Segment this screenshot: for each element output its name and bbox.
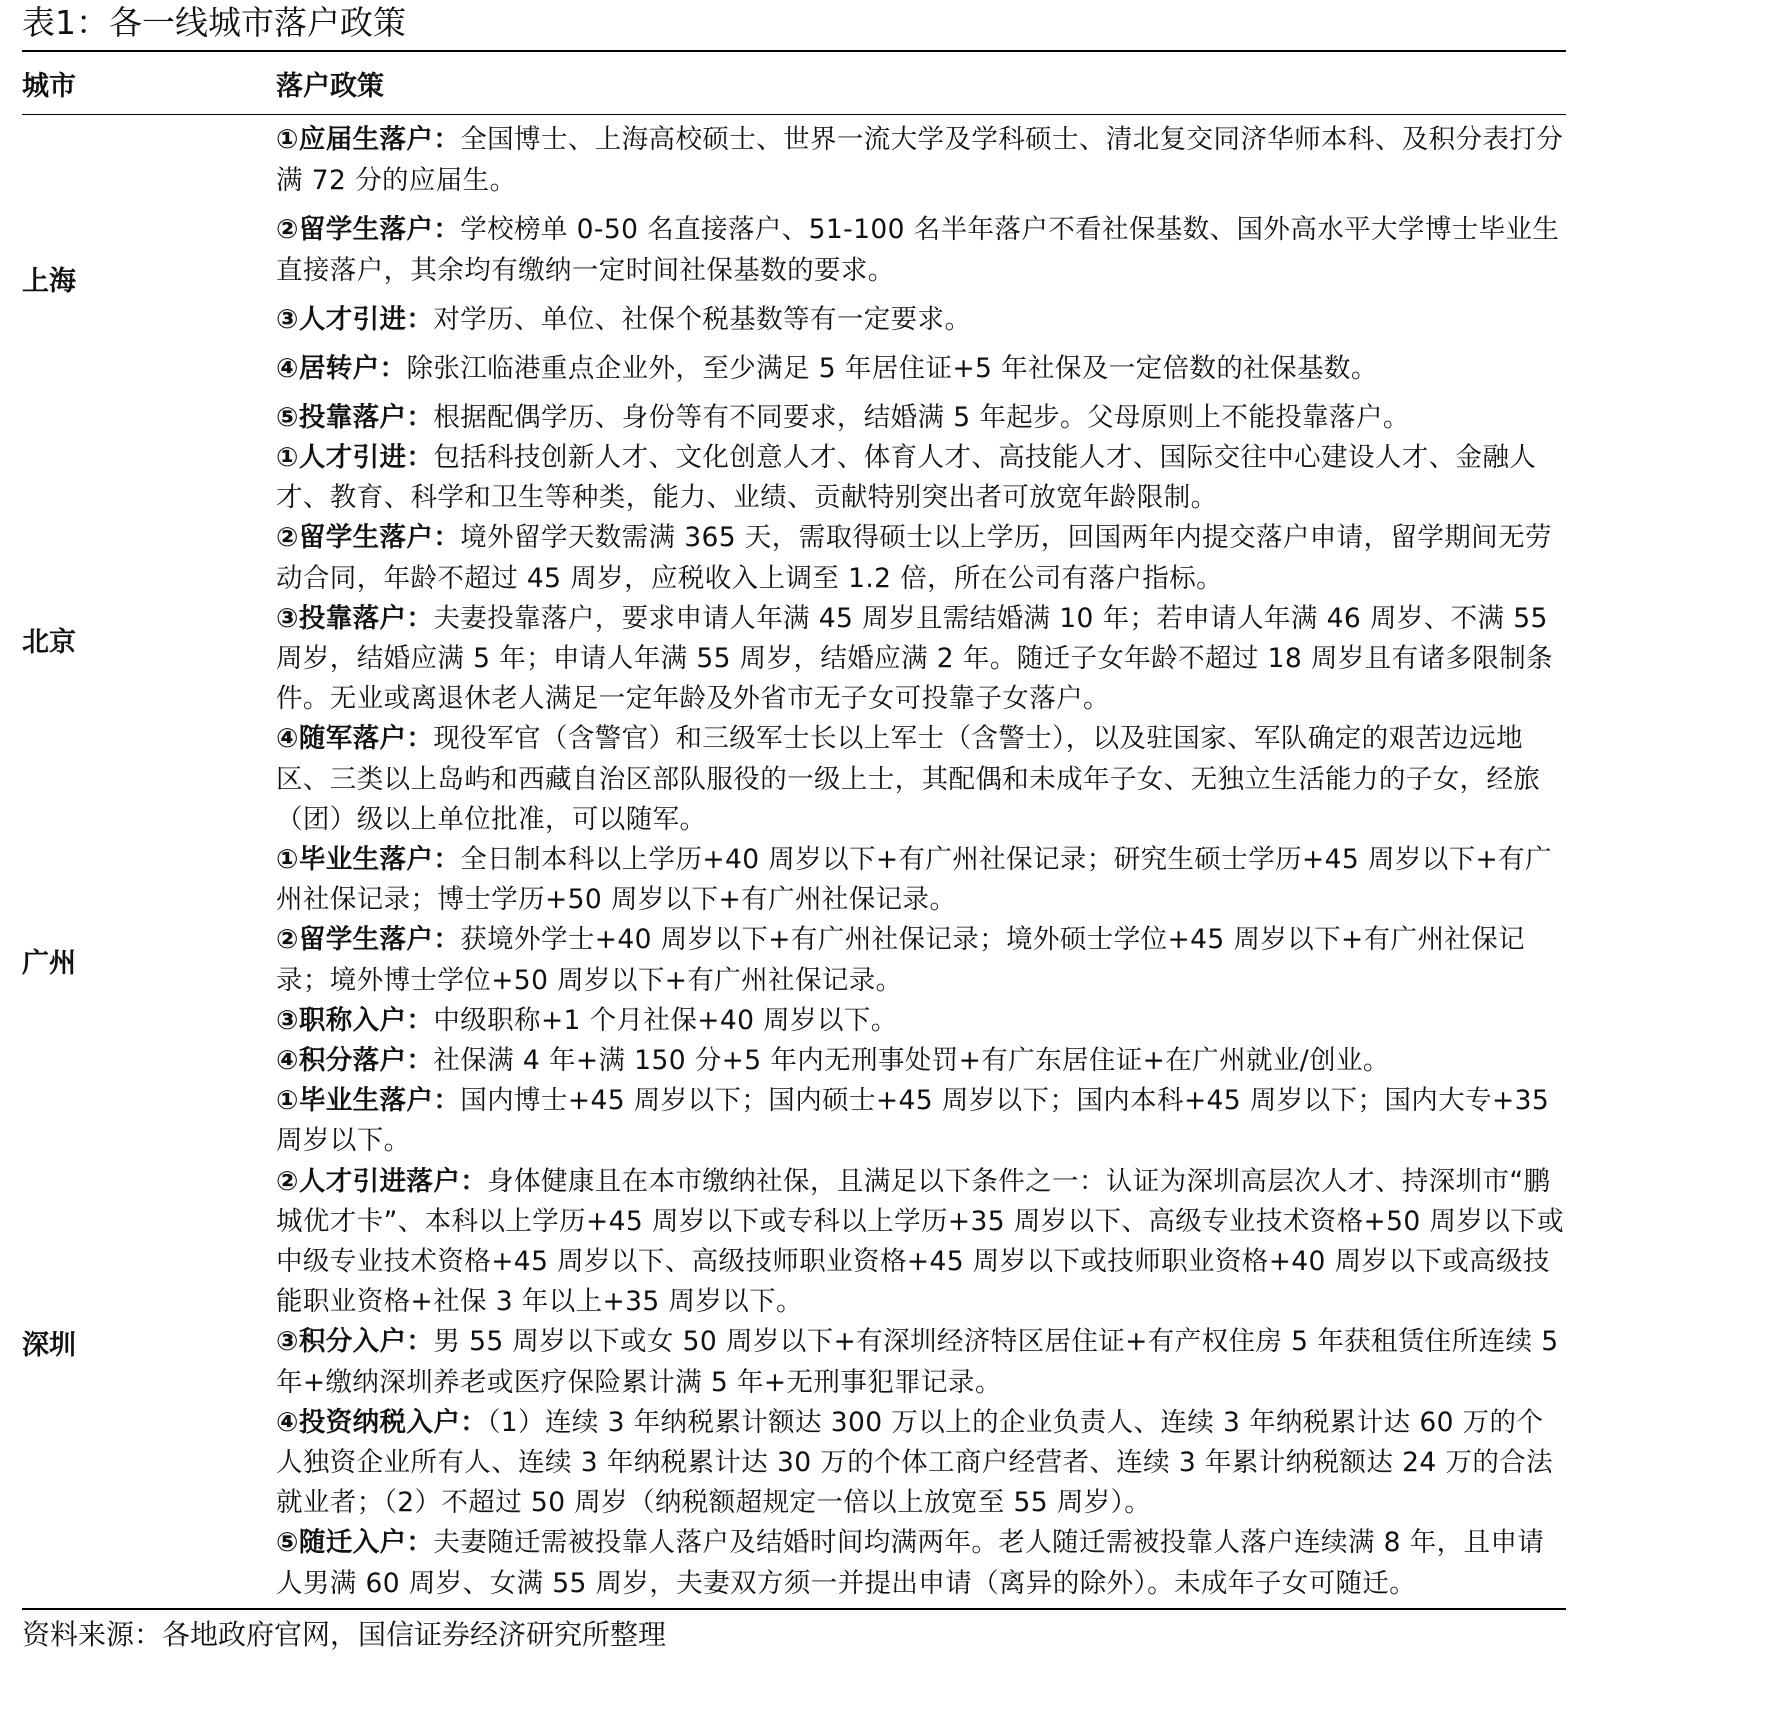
policy-label: ③职称入户： xyxy=(276,1004,434,1036)
policy-item xyxy=(276,1403,1566,1524)
policy-item xyxy=(276,719,1566,840)
table-row-beijing xyxy=(22,438,1566,840)
policy-label: ④投资纳税入户： xyxy=(276,1406,488,1438)
policy-label: ③人才引进： xyxy=(276,304,434,335)
policy-text: 身体健康且在本市缴纳社保，且满足以下条件之一：认证为深圳高层次人才、持深圳市“鹏城优才卡”、本科以上学历+45 周岁以下或专科以上学历+35 周岁以下、高级专业技术资格+50 周岁以下或中级专业技术资格+45 周岁以下、高级技师职业资格+45 周岁以下或技师职业资格+40 周岁以下或高级技能职业资格+社保 3 年以上+35 周岁以下。 xyxy=(276,1165,1564,1318)
policy-label: ④居转户： xyxy=(276,353,407,384)
policy-label: ①毕业生落户： xyxy=(276,844,461,876)
policy-label: ②留学生落户： xyxy=(276,214,461,245)
policy-item xyxy=(276,299,1566,340)
policy-text: 对学历、单位、社保个税基数等有一定要求。 xyxy=(433,304,972,335)
policy-text: 全日制本科以上学历+40 周岁以下+有广州社保记录；研究生硕士学历+45 周岁以下+有广州社保记录；博士学历+50 周岁以下+有广州社保记录。 xyxy=(276,844,1552,916)
source-note: 资料来源：各地政府官网，国信证券经济研究所整理 xyxy=(22,1617,667,1651)
policy-list xyxy=(276,840,1566,1081)
policy-item xyxy=(276,920,1566,1000)
city-name: 北京 xyxy=(22,626,76,658)
policy-text: 根据配偶学历、身份等有不同要求，结婚满 5 年起步。父母原则上不能投靠落户。 xyxy=(433,402,1410,433)
header-policy: 落户政策 xyxy=(276,70,384,102)
policy-text: 包括科技创新人才、文化创意人才、体育人才、高技能人才、国际交往中心建设人才、金融人才、教育、科学和卫生等种类，能力、业绩、贡献特别突出者可放宽年龄限制。 xyxy=(276,442,1537,514)
table-row-guangzhou xyxy=(22,840,1566,1081)
policy-label: ②留学生落户： xyxy=(276,924,461,956)
policy-item xyxy=(276,1322,1566,1402)
policy-label: ③积分入户： xyxy=(276,1326,434,1358)
policy-document xyxy=(22,0,1566,1660)
policy-text: 夫妻投靠落户，要求申请人年满 45 周岁且需结婚满 10 年；若申请人年满 46 周岁、不满 55 周岁，结婚应满 5 年；申请人年满 55 周岁，结婚应满 2 年。随迁子女年龄不超过 18 周岁且有诸多限制条件。无业或离退休老人满足一定年龄及外省市无子女可投靠子女落户。 xyxy=(276,602,1554,715)
table-row-shenzhen xyxy=(22,1081,1566,1604)
policy-item xyxy=(276,348,1566,389)
policy-label: ②留学生落户： xyxy=(276,522,461,554)
policy-item xyxy=(276,840,1566,920)
policy-text: 国内博士+45 周岁以下；国内硕士+45 周岁以下；国内本科+45 周岁以下；国内大专+35 周岁以下。 xyxy=(276,1085,1550,1157)
policy-item xyxy=(276,1041,1566,1081)
policy-item xyxy=(276,518,1566,598)
policy-label: ⑤随迁入户： xyxy=(276,1527,434,1559)
policy-label: ④随军落户： xyxy=(276,723,434,755)
policy-label: ①应届生落户： xyxy=(276,124,461,155)
header-city: 城市 xyxy=(22,70,76,102)
policy-text: 全国博士、上海高校硕士、世界一流大学及学科硕士、清北复交同济华师本科、及积分表打分满 72 分的应届生。 xyxy=(276,124,1564,196)
policy-text: 现役军官（含警官）和三级军士长以上军士（含警士），以及驻国家、军队确定的艰苦边远地区、三类以上岛屿和西藏自治区部队服役的一级上士，其配偶和未成年子女、无独立生活能力的子女，经旅（团）级以上单位批准，可以随军。 xyxy=(276,723,1541,835)
policy-text: 男 55 周岁以下或女 50 周岁以下+有深圳经济特区居住证+有产权住房 5 年获租赁住所连续 5 年+缴纳深圳养老或医疗保险累计满 5 年+无刑事犯罪记录。 xyxy=(276,1326,1559,1398)
policy-label: ⑤投靠落户： xyxy=(276,402,434,433)
table-row-shanghai xyxy=(22,115,1566,438)
policy-text: （1）连续 3 年纳税累计额达 300 万以上的企业负责人、连续 3 年纳税累计达 60 万的个人独资企业所有人、连续 3 年纳税累计达 30 万的个体工商户经营者、连续 3 年累计纳税额达 24 万的合法就业者；（2）不超过 50 周岁（纳税额超规定一倍以上放宽至 55 周岁）。 xyxy=(276,1406,1554,1519)
policy-text: 除张江临港重点企业外，至少满足 5 年居住证+5 年社保及一定倍数的社保基数。 xyxy=(406,353,1378,384)
policy-item xyxy=(276,397,1566,438)
policy-text: 社保满 4 年+满 150 分+5 年内无刑事处罚+有广东居住证+在广州就业/创业。 xyxy=(433,1045,1390,1077)
policy-label: ②人才引进落户： xyxy=(276,1165,488,1197)
policy-item xyxy=(276,119,1566,201)
policy-text: 获境外学士+40 周岁以下+有广州社保记录；境外硕士学位+45 周岁以下+有广州社保记录；境外博士学位+50 周岁以下+有广州社保记录。 xyxy=(276,924,1526,996)
policy-item xyxy=(276,1162,1566,1323)
policy-list xyxy=(276,438,1566,840)
policy-item xyxy=(276,599,1566,720)
policy-label: ④积分落户： xyxy=(276,1045,434,1077)
table-header xyxy=(22,52,1566,114)
city-name: 上海 xyxy=(22,266,76,297)
policy-text: 夫妻随迁需被投靠人落户及结婚时间均满两年。老人随迁需被投靠人落户连续满 8 年，且申请人男满 60 周岁、女满 55 周岁，夫妻双方须一并提出申请（离异的除外）。未成年子女可随迁。 xyxy=(276,1527,1545,1599)
policy-item xyxy=(276,438,1566,518)
city-name: 深圳 xyxy=(22,1330,76,1362)
policy-item xyxy=(276,209,1566,291)
policy-text: 中级职称+1 个月社保+40 周岁以下。 xyxy=(433,1004,898,1036)
policy-list xyxy=(276,119,1566,438)
policy-item xyxy=(276,1001,1566,1041)
policy-text: 境外留学天数需满 365 天，需取得硕士以上学历，回国两年内提交落户申请，留学期间无劳动合同，年龄不超过 45 周岁，应税收入上调至 1.2 倍，所在公司有落户指标。 xyxy=(276,522,1552,594)
policy-label: ③投靠落户： xyxy=(276,602,434,634)
table-title: 表1：各一线城市落户政策 xyxy=(22,3,406,42)
policy-label: ①人才引进： xyxy=(276,442,434,473)
policy-item xyxy=(276,1081,1566,1161)
city-name: 广州 xyxy=(22,948,76,980)
policy-item xyxy=(276,1523,1566,1603)
policy-list xyxy=(276,1081,1566,1604)
policy-text: 学校榜单 0-50 名直接落户、51-100 名半年落户不看社保基数、国外高水平大学博士毕业生直接落户，其余均有缴纳一定时间社保基数的要求。 xyxy=(276,214,1560,286)
policy-label: ①毕业生落户： xyxy=(276,1085,461,1117)
